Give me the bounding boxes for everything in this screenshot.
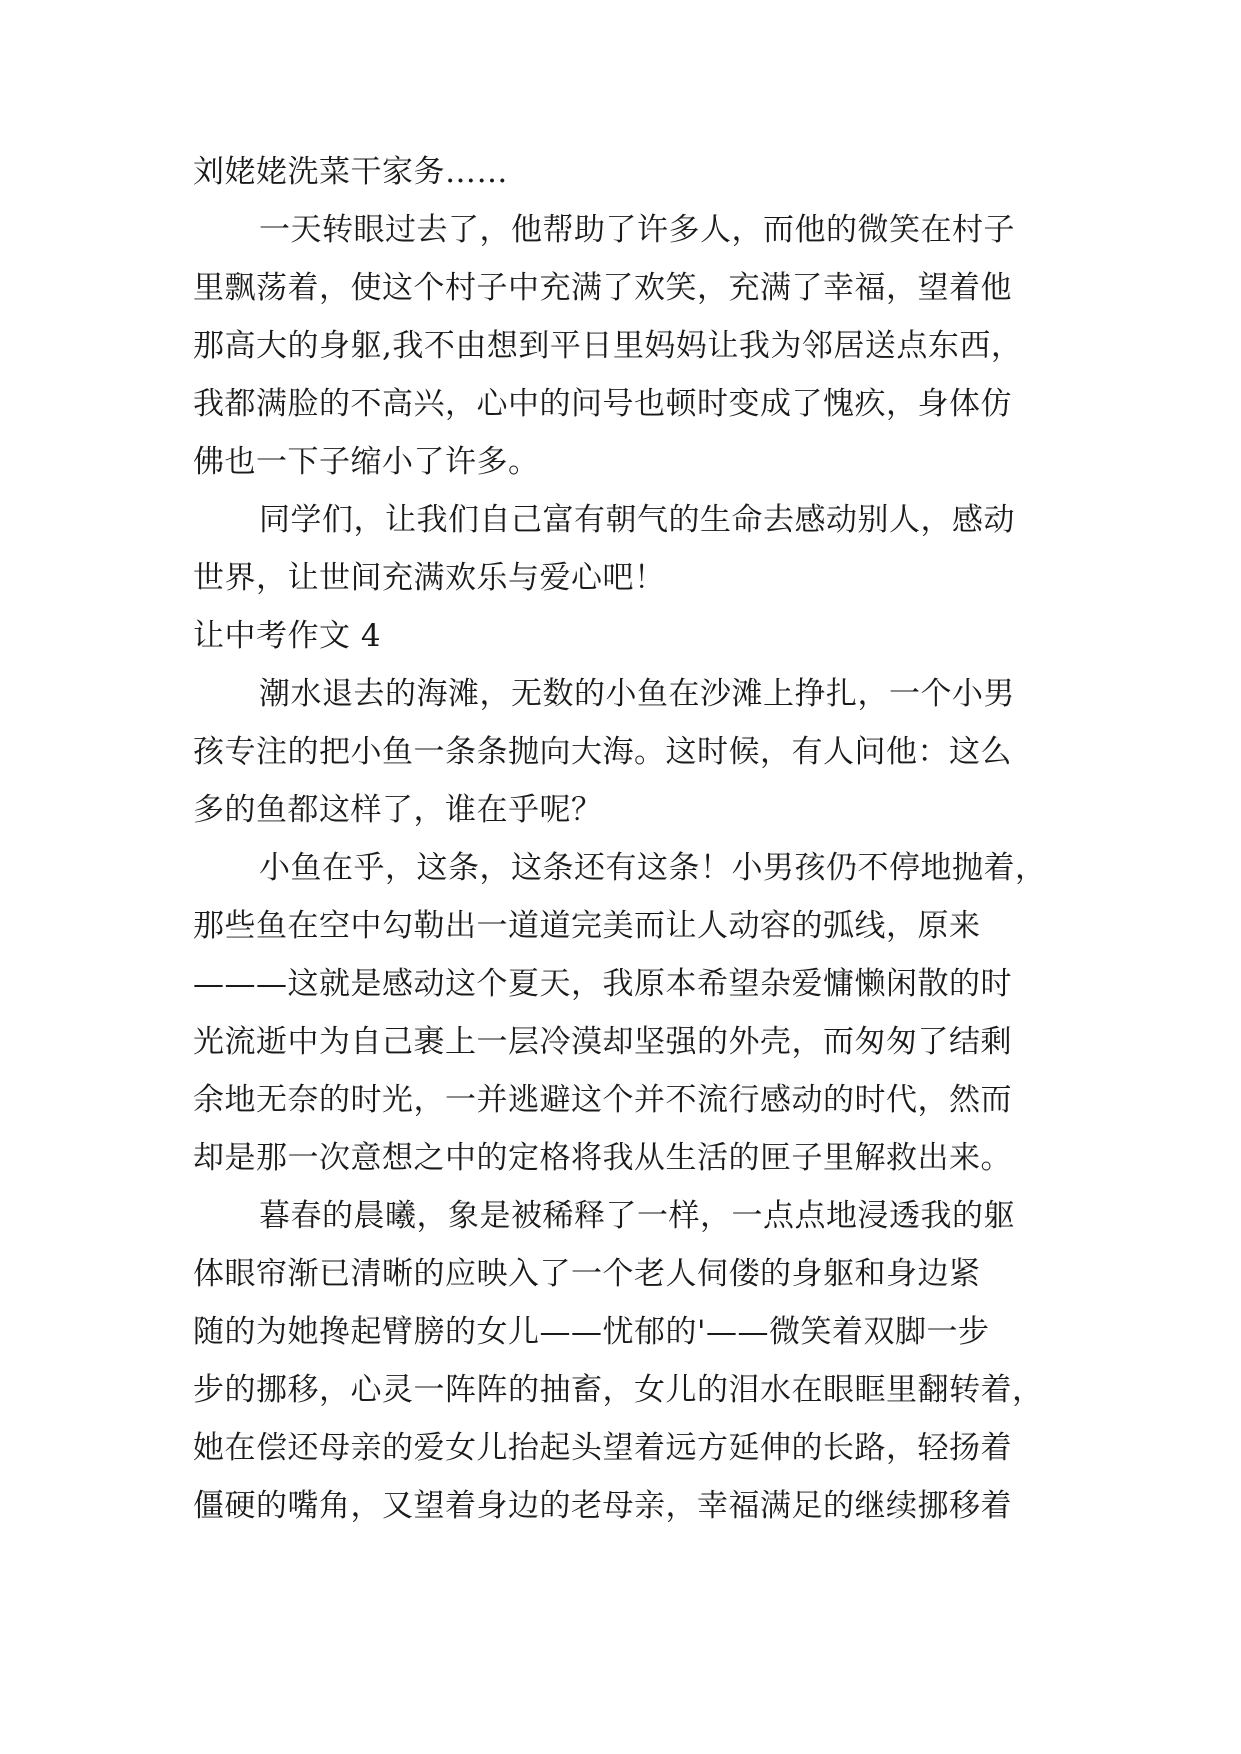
paragraph-first-line: 暮春的晨曦，象是被稀释了一样，一点点地浸透我的躯 <box>259 1198 1015 1234</box>
text-line: 那高大的身躯,我不由想到平日里妈妈让我为邻居送点东西， <box>193 328 1023 364</box>
text-line: 世界，让世间充满欢乐与爱心吧！ <box>193 560 666 596</box>
text-line: 她在偿还母亲的爱女儿抬起头望着远方延伸的长路，轻扬着 <box>193 1430 1012 1466</box>
text-line: 光流逝中为自己裹上一层冷漠却坚强的外壳，而匆匆了结剩 <box>193 1024 1012 1060</box>
paragraph-first-line: 一天转眼过去了，他帮助了许多人，而他的微笑在村子 <box>259 212 1015 248</box>
text-line: ———这就是感动这个夏天，我原本希望杂爱慵懒闲散的时 <box>193 966 1012 1002</box>
text-line: 那些鱼在空中勾勒出一道道完美而让人动容的弧线，原来 <box>193 908 981 944</box>
text-line: 多的鱼都这样了，谁在乎呢？ <box>193 792 603 828</box>
paragraph-first-line: 潮水退去的海滩，无数的小鱼在沙滩上挣扎，一个小男 <box>259 676 1015 712</box>
section-heading: 让中考作文 4 <box>193 618 382 654</box>
text-line: 步的挪移，心灵一阵阵的抽畜，女儿的泪水在眼眶里翻转着， <box>193 1372 1044 1408</box>
text-line: 佛也一下子缩小了许多。 <box>193 444 540 480</box>
paragraph-first-line: 同学们，让我们自己富有朝气的生命去感动别人，感动 <box>259 502 1015 538</box>
text-line: 孩专注的把小鱼一条条抛向大海。这时候，有人问他：这么 <box>193 734 1012 770</box>
text-line: 却是那一次意想之中的定格将我从生活的匣子里解救出来。 <box>193 1140 1012 1176</box>
text-line: 里飘荡着，使这个村子中充满了欢笑，充满了幸福，望着他 <box>193 270 1012 306</box>
text-line: 余地无奈的时光，一并逃避这个并不流行感动的时代，然而 <box>193 1082 1012 1118</box>
text-line: 刘姥姥洗菜干家务…… <box>193 154 508 190</box>
text-line: 体眼帘渐已清晰的应映入了一个老人伺偻的身躯和身边紧 <box>193 1256 981 1292</box>
text-line: 我都满脸的不高兴，心中的问号也顿时变成了愧疚，身体仿 <box>193 386 1012 422</box>
text-line: 随的为她搀起臂膀的女儿——忧郁的'——微笑着双脚一步 <box>193 1314 990 1350</box>
text-line: 僵硬的嘴角，又望着身边的老母亲，幸福满足的继续挪移着 <box>193 1488 1012 1524</box>
paragraph-first-line: 小鱼在乎，这条，这条还有这条！小男孩仍不停地抛着， <box>259 850 1047 886</box>
